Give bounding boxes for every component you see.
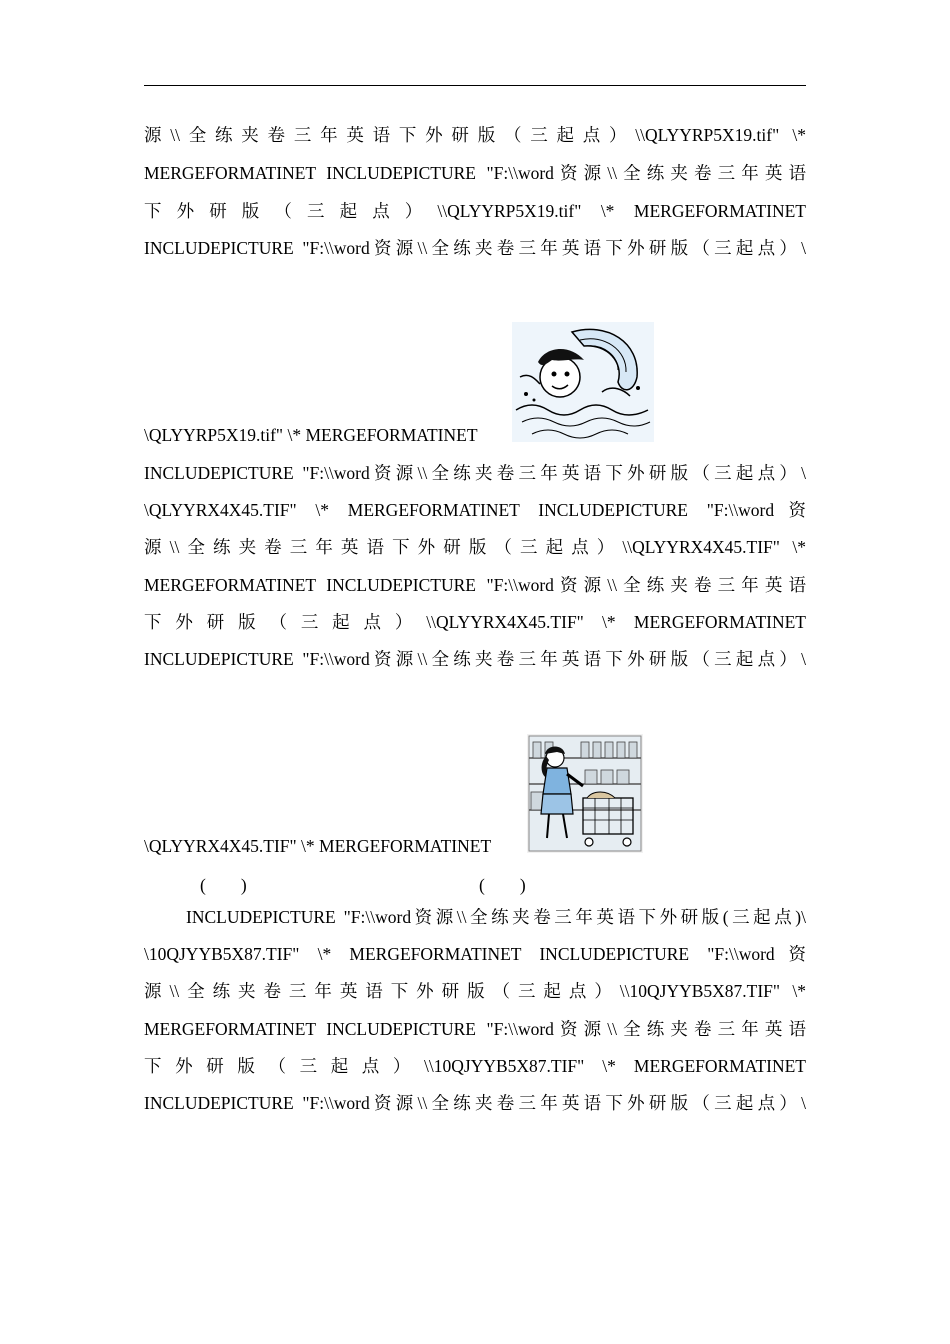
text-line: INCLUDEPICTURE "F:\\word资源\\全练夹卷三年英语下外研版（三起点）\ [144,463,806,483]
header-rule [144,85,806,86]
answer-blank: ( ) [200,875,247,895]
text-line: MERGEFORMATINET INCLUDEPICTURE "F:\\word资源\\全练夹卷三年英语 [144,163,806,183]
text-line: 源\\全练夹卷三年英语下外研版（三起点）\\10QJYYB5X87.TIF" \* [144,981,806,1001]
text-line: \QLYYRX4X45.TIF" \* MERGEFORMATINET INCLUDEPICTURE "F:\\word资 [144,500,806,520]
text-line: 源\\全练夹卷三年英语下外研版（三起点）\\QLYYRX4X45.TIF" \* [144,537,806,557]
text-line: INCLUDEPICTURE "F:\\word资源\\全练夹卷三年英语下外研版（三起点）\ [144,238,806,258]
text-line: 下外研版（三起点）\\QLYYRP5X19.tif" \* MERGEFORMATINET [144,201,806,221]
text-line: 源\\全练夹卷三年英语下外研版（三起点）\\QLYYRP5X19.tif" \* [144,125,806,145]
text-line: MERGEFORMATINET INCLUDEPICTURE "F:\\word资源\\全练夹卷三年英语 [144,1019,806,1039]
swimmer-illustration [512,322,654,442]
text-line: 下外研版（三起点）\\QLYYRX4X45.TIF" \* MERGEFORMATINET [144,612,806,632]
shopper-illustration [527,734,643,853]
text-line: MERGEFORMATINET INCLUDEPICTURE "F:\\word资源\\全练夹卷三年英语 [144,575,806,595]
text-line: \QLYYRP5X19.tif" \* MERGEFORMATINET [144,425,478,445]
text-line: INCLUDEPICTURE "F:\\word资源\\全练夹卷三年英语下外研版（三起点）\ [144,649,806,669]
answer-blank: ( ) [479,875,526,895]
text-line: INCLUDEPICTURE "F:\\word资源\\全练夹卷三年英语下外研版（三起点）\ [144,1093,806,1113]
text-line: INCLUDEPICTURE "F:\\word资源\\全练夹卷三年英语下外研版(三起点)\ [186,907,806,927]
text-line: \QLYYRX4X45.TIF" \* MERGEFORMATINET [144,836,492,856]
text-line: \10QJYYB5X87.TIF" \* MERGEFORMATINET INCLUDEPICTURE "F:\\word资 [144,944,806,964]
text-line: 下外研版（三起点）\\10QJYYB5X87.TIF" \* MERGEFORMATINET [144,1056,806,1076]
